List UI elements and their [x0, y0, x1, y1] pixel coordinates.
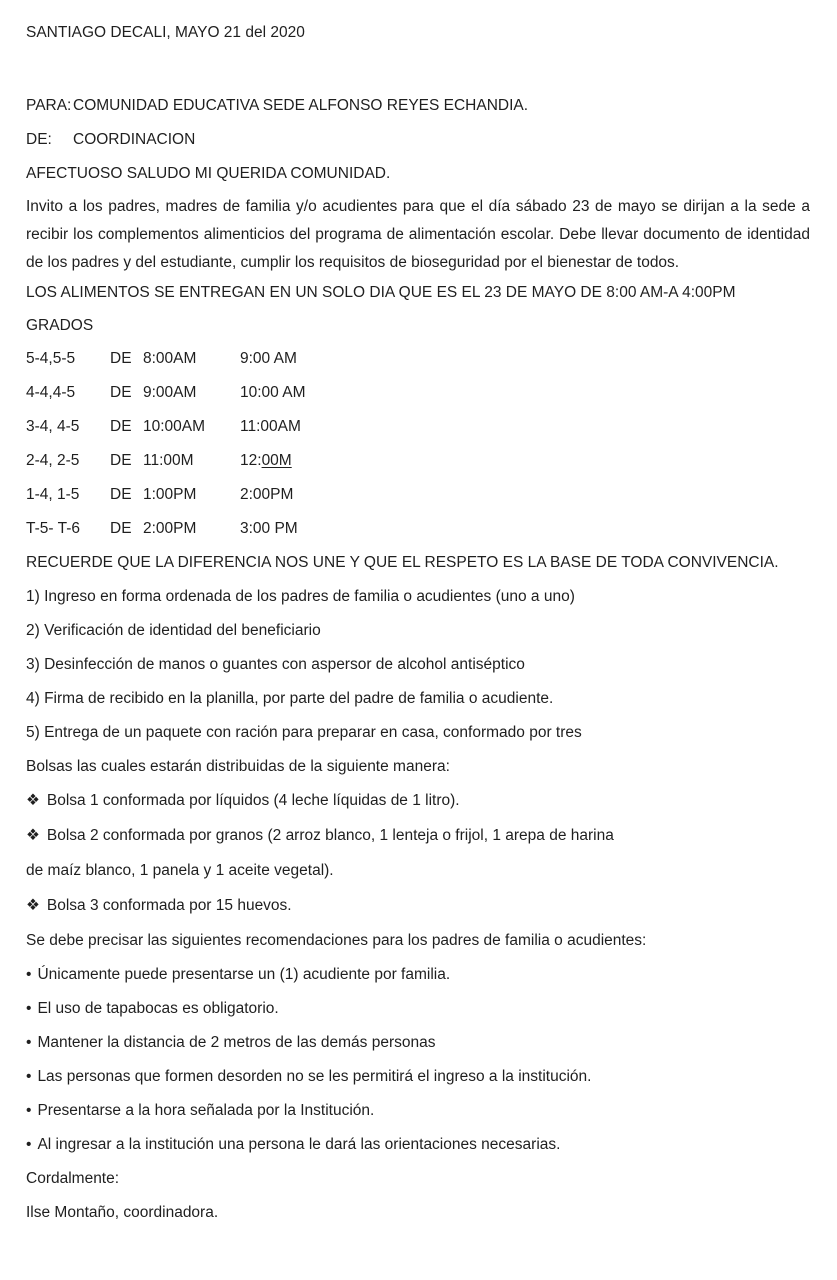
schedule-de: DE: [110, 452, 132, 469]
diamond-bullet-icon: ❖: [26, 827, 40, 844]
schedule-de: DE: [110, 384, 132, 401]
schedule-grades: 1-4, 1-5: [26, 486, 80, 503]
sender-value: COORDINACION: [73, 131, 196, 148]
bags-intro-line: Bolsas las cuales estarán distribuidas de la siguiente manera:: [26, 758, 450, 775]
bag-item-text: Bolsa 3 conformada por 15 huevos.: [46, 897, 292, 914]
step-item: 1) Ingreso en forma ordenada de los padres de familia o acudientes (uno a uno): [26, 588, 575, 605]
schedule-start-time: 2:00PM: [143, 520, 197, 537]
schedule-row: [26, 484, 810, 505]
step-item: 4) Firma de recibido en la planilla, por parte del padre de familia o acudiente.: [26, 690, 554, 707]
recipient-line: [26, 95, 810, 116]
recipient-value: COMUNIDAD EDUCATIVA SEDE ALFONSO REYES ECHANDIA.: [73, 97, 529, 114]
schedule-start-time: 8:00AM: [143, 350, 197, 367]
bag-item-text: Bolsa 1 conformada por líquidos (4 leche líquidas de 1 litro).: [46, 792, 460, 809]
recommendation-item: [26, 1066, 810, 1087]
schedule-de: DE: [110, 418, 132, 435]
schedule-end-time: 2:00PM: [240, 486, 294, 503]
reminder-line: RECUERDE QUE LA DIFERENCIA NOS UNE Y QUE EL RESPETO ES LA BASE DE TODA CONVIVENCIA.: [26, 554, 779, 571]
closing-line: Cordalmente:: [26, 1170, 120, 1187]
bag-item-text: Bolsa 2 conformada por granos (2 arroz blanco, 1 lenteja o frijol, 1 arepa de harina: [46, 827, 614, 844]
dot-bullet-icon: •: [26, 1034, 32, 1051]
intro-paragraph: Invito a los padres, madres de familia y/o acudientes para que el día sábado 23 de mayo se dirijan a la sede a recibir los complementos alimenticios del programa de alimentación escolar. Debe llevar documento de identidad de los padres y del estudiante, cumplir los requisitos de bioseguridad por el bienestar de todos.: [26, 198, 810, 271]
date-line: SANTIAGO DECALI, MAYO 21 del 2020: [26, 24, 305, 41]
dot-bullet-icon: •: [26, 1136, 32, 1153]
step-item: 5) Entrega de un paquete con ración para preparar en casa, conformado por tres: [26, 724, 582, 741]
diamond-bullet-icon: ❖: [26, 792, 40, 809]
step-item: 2) Verificación de identidad del beneficiario: [26, 622, 321, 639]
grades-heading: GRADOS: [26, 317, 94, 334]
recommendations-list: [26, 964, 810, 1155]
delivery-notice: LOS ALIMENTOS SE ENTREGAN EN UN SOLO DIA QUE ES EL 23 DE MAYO DE 8:00 AM-A 4:00PM: [26, 284, 736, 301]
recommendation-text: Las personas que formen desorden no se les permitirá el ingreso a la institución.: [37, 1068, 592, 1085]
recommendation-text: El uso de tapabocas es obligatorio.: [37, 1000, 279, 1017]
schedule-grades: 4-4,4-5: [26, 384, 76, 401]
bag-item: [26, 790, 810, 811]
letter-document: [26, 22, 810, 1223]
bag-item: [26, 825, 810, 846]
recommendation-item: [26, 1100, 810, 1121]
recommendation-item: [26, 1134, 810, 1155]
schedule-grades: 5-4,5-5: [26, 350, 76, 367]
recommendation-text: Al ingresar a la institución una persona le dará las orientaciones necesarias.: [37, 1136, 561, 1153]
dot-bullet-icon: •: [26, 1068, 32, 1085]
recommendations-intro-line: Se debe precisar las siguientes recomendaciones para los padres de familia o acudientes:: [26, 932, 647, 949]
recommendation-item: [26, 1032, 810, 1053]
signature-line: Ilse Montaño, coordinadora.: [26, 1204, 219, 1221]
schedule-de: DE: [110, 350, 132, 367]
bag-item-text: de maíz blanco, 1 panela y 1 aceite vegetal).: [26, 862, 334, 879]
recommendation-text: Presentarse a la hora señalada por la Institución.: [37, 1102, 375, 1119]
schedule-end-time: 10:00 AM: [240, 384, 306, 401]
dot-bullet-icon: •: [26, 1102, 32, 1119]
schedule-end-time: 9:00 AM: [240, 350, 297, 367]
recommendation-text: Mantener la distancia de 2 metros de las demás personas: [37, 1034, 436, 1051]
schedule-start-time: 1:00PM: [143, 486, 197, 503]
recommendation-item: [26, 964, 810, 985]
diamond-bullet-icon: ❖: [26, 897, 40, 914]
schedule-grades: 3-4, 4-5: [26, 418, 80, 435]
dot-bullet-icon: •: [26, 1000, 32, 1017]
sender-line: [26, 129, 810, 150]
bag-item-continuation: [26, 860, 810, 881]
recommendation-item: [26, 998, 810, 1019]
bags-list: [26, 790, 810, 916]
schedule-end-time: 12:00M: [240, 452, 292, 469]
recommendation-text: Únicamente puede presentarse un (1) acudiente por familia.: [37, 966, 451, 983]
steps-list: [26, 586, 810, 743]
schedule-table: [26, 348, 810, 539]
schedule-row: [26, 416, 810, 437]
recipient-label: PARA:: [26, 97, 72, 114]
schedule-row: [26, 450, 810, 471]
schedule-row: [26, 348, 810, 369]
sender-label: DE:: [26, 131, 52, 148]
schedule-row: [26, 382, 810, 403]
schedule-grades: T-5- T-6: [26, 520, 80, 537]
step-item: 3) Desinfección de manos o guantes con aspersor de alcohol antiséptico: [26, 656, 525, 673]
schedule-end-time: 3:00 PM: [240, 520, 298, 537]
schedule-de: DE: [110, 520, 132, 537]
schedule-grades: 2-4, 2-5: [26, 452, 80, 469]
schedule-row: [26, 518, 810, 539]
dot-bullet-icon: •: [26, 966, 32, 983]
schedule-start-time: 11:00M: [143, 452, 194, 469]
schedule-start-time: 10:00AM: [143, 418, 206, 435]
schedule-start-time: 9:00AM: [143, 384, 197, 401]
greeting-line: AFECTUOSO SALUDO MI QUERIDA COMUNIDAD.: [26, 165, 391, 182]
schedule-de: DE: [110, 486, 132, 503]
schedule-end-time: 11:00AM: [240, 418, 301, 435]
bag-item: [26, 895, 810, 916]
